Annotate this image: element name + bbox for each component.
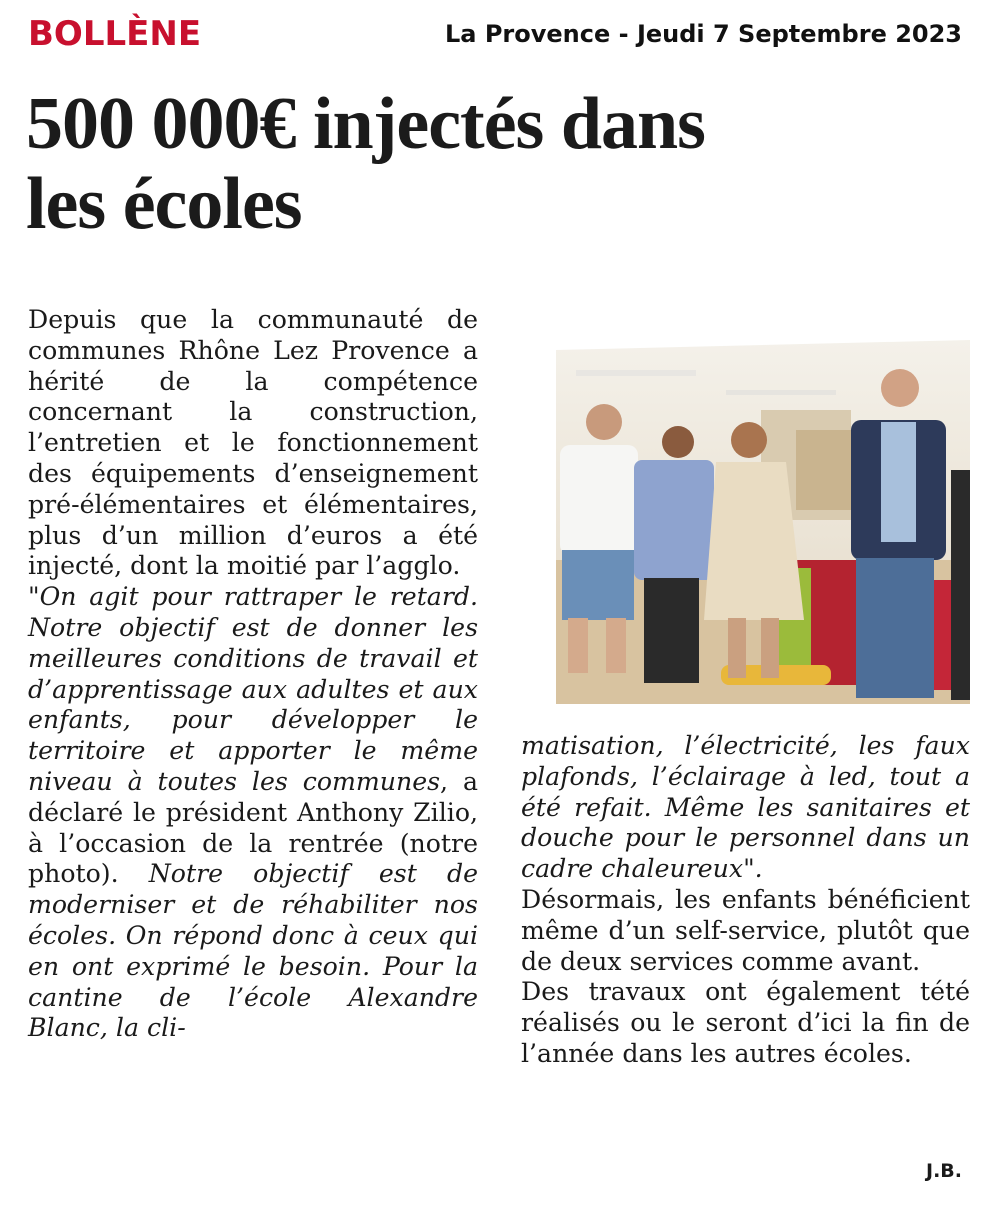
paragraph-self-service: Désormais, les enfants bénéficient même d’un self-service, plutôt que de deux services comme avant. xyxy=(521,884,970,976)
quote-part-2-left: Notre objectif est de moderniser et de réhabiliter nos écoles. On répond donc à ceux qui en ont exprimé le besoin. Pour la cantine de l’école Alexandre Blanc, la cli- xyxy=(28,859,478,1043)
paragraph-quote xyxy=(28,582,478,1044)
paragraph-intro: Depuis que la communauté de communes Rhône Lez Provence a hérité de la compétence concernant la construction, l’entretien et le fonctionnement des équipements d’enseignement pré-élémentaires et élémentaires, plus d’un million d’euros a été injecté, dont la moitié par l’agglo. xyxy=(28,305,478,581)
publication-source: La Provence - Jeudi 7 Septembre 2023 xyxy=(445,20,962,48)
paragraph-travaux: Des travaux ont également tété réalisés ou le seront d’ici la fin de l’année dans les autres écoles. xyxy=(521,977,970,1068)
quote-part-1: "On agit pour rattraper le retard. Notre objectif est de donner les meilleures conditions de travail et d’apprentissage aux adultes et aux enfants, pour développer le territoire et apporter le même niveau à toutes les communes xyxy=(28,582,478,796)
quote-part-2-right: matisation, l’électricité, les faux plafonds, l’éclairage à led, tout a été refait. Même les sanitaires et douche pour le personnel dans un cadre chaleureux". xyxy=(521,731,970,884)
column-right xyxy=(521,731,970,1070)
article-photo xyxy=(556,330,970,704)
quote-attribution: , a déclaré le président Anthony Zilio, à l’occasion de la rentrée (notre photo). xyxy=(28,766,478,889)
article-headline: 500 000€ injectés dans les écoles xyxy=(26,83,705,245)
signature: J.B. xyxy=(926,1160,962,1182)
quote-continuation xyxy=(521,731,970,885)
section-kicker: BOLLÈNE xyxy=(28,14,202,54)
column-left xyxy=(28,305,478,1044)
